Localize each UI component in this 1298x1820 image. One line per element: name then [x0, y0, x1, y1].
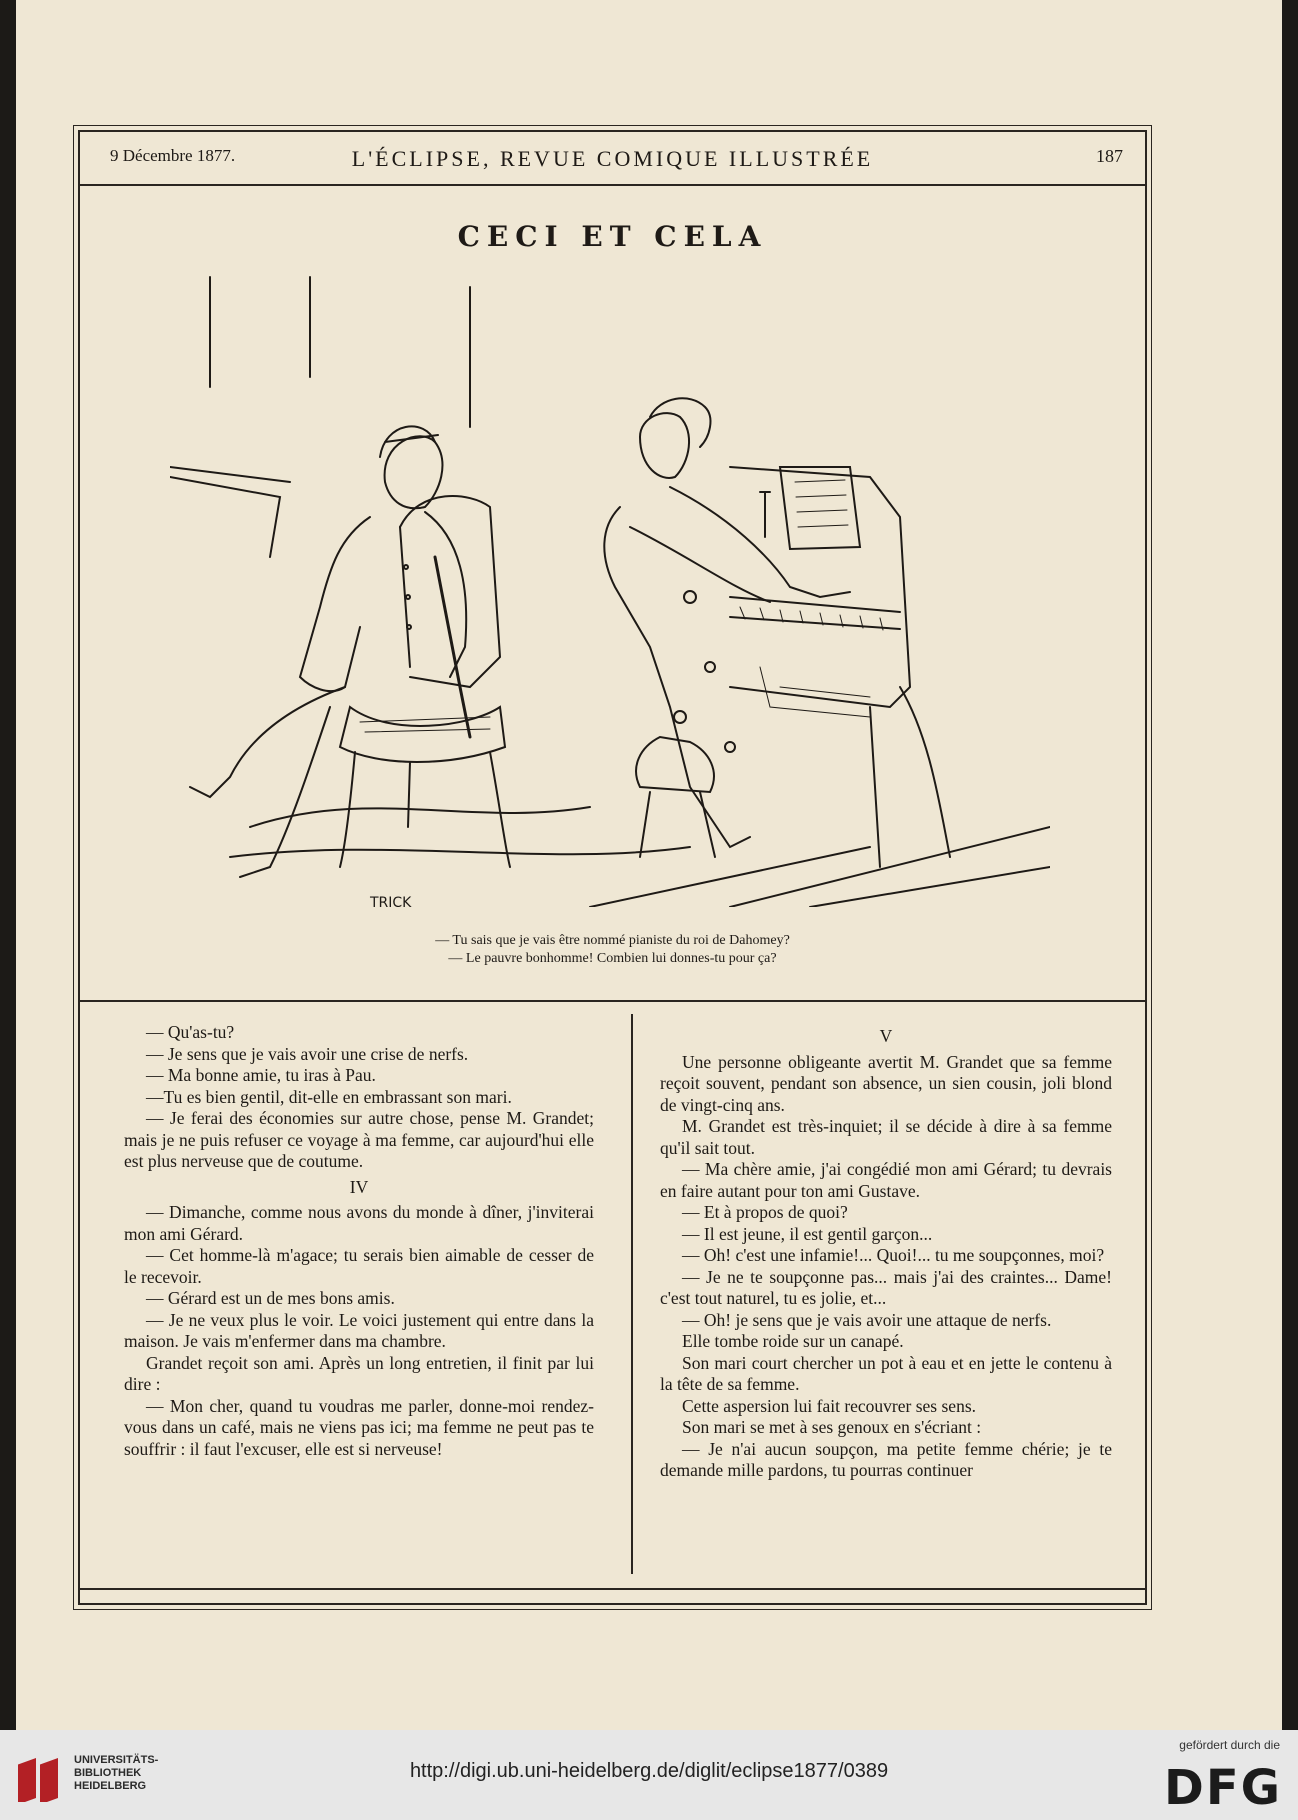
paragraph: Son mari se met à ses genoux en s'écriant : — [682, 1417, 982, 1437]
artist-signature: TRICK — [370, 895, 412, 907]
paragraph: — Mon cher, quand tu voudras me parler, donne-moi rendez-vous dans un café, mais ne viens pas ici; ma femme ne peut pas te souffrir : il faut l'excuser, elle est si nerveuse! — [124, 1395, 594, 1459]
paragraph: — Qu'as-tu? — [146, 1022, 235, 1042]
right-column — [660, 1022, 1112, 1482]
paragraph: Cette aspersion lui fait recouvrer ses sens. — [682, 1395, 977, 1416]
page-number: 187 — [1096, 146, 1123, 166]
masthead: L'ÉCLIPSE, REVUE COMIQUE ILLUSTRÉE — [351, 146, 874, 171]
article-title: CECI ET CELA — [457, 220, 768, 253]
paragraph: — Ma chère amie, j'ai congédié mon ami Gérard; tu devrais en faire autant pour ton ami Gustave. — [660, 1159, 1112, 1201]
paragraph: — Je ne veux plus le voir. Le voici justement qui entre dans la maison. Je vais m'enfermer dans ma chambre. — [124, 1309, 594, 1351]
armchair — [340, 496, 510, 867]
paragraph: — Je n'ai aucun soupçon, ma petite femme chérie; je te demande mille pardons, tu pourras continuer — [660, 1438, 1112, 1480]
page-header — [80, 132, 1145, 186]
paragraph: — Je ferai des économies sur autre chose, pense M. Grandet; mais je ne puis refuser ce voyage à ma femme, car aujourd'hui elle est plus nerveuse que de coutume. — [124, 1108, 594, 1171]
paragraph: — Et à propos de quoi? — [682, 1202, 848, 1222]
caption-line-2: — Le pauvre bonhomme! Combien lui donnes-tu pour ça? — [448, 951, 777, 966]
issue-date: 9 Décembre 1877. — [110, 146, 236, 165]
paragraph: — Oh! c'est une infamie!... Quoi!... tu me soupçonnes, moi? — [682, 1245, 1105, 1265]
page-frame — [78, 130, 1147, 1605]
paragraph: Son mari court chercher un pot à eau et en jette le contenu à la tête de sa femme. — [660, 1352, 1112, 1394]
paragraph: —Tu es bien gentil, dit-elle en embrassant son mari. — [146, 1086, 512, 1107]
column-divider — [631, 1014, 633, 1574]
paragraph: — Oh! je sens que je vais avoir une attaque de nerfs. — [682, 1309, 1052, 1330]
paragraph: — Je ne te soupçonne pas... mais j'ai des craintes... Dame! c'est tout naturel, tu es jolie, et... — [660, 1266, 1112, 1308]
cartoon-illustration — [170, 267, 1050, 907]
paragraph: — Ma bonne amie, tu iras à Pau. — [146, 1065, 376, 1085]
section-heading: V — [879, 1026, 893, 1046]
paragraph: — Gérard est un de mes bons amis. — [146, 1288, 395, 1308]
section-divider — [80, 1000, 1145, 1002]
paragraph: Grandet reçoit son ami. Après un long entretien, il finit par lui dire : — [124, 1352, 594, 1394]
library-name: UNIVERSITÄTS- BIBLIOTHEK HEIDELBERG — [74, 1754, 159, 1792]
paragraph: Elle tombe roide sur un canapé. — [682, 1331, 904, 1351]
piano-stool — [636, 737, 714, 792]
bottom-rule — [80, 1588, 1145, 1590]
caption-line-1: — Tu sais que je vais être nommé pianiste du roi de Dahomey? — [435, 933, 790, 948]
paragraph: — Dimanche, comme nous avons du monde à dîner, j'inviterai mon ami Gérard. — [124, 1202, 594, 1244]
paragraph: — Cet homme-là m'agace; tu serais bien aimable de cesser de le recevoir. — [124, 1245, 594, 1287]
candle — [760, 492, 770, 537]
illustration-caption — [80, 932, 1145, 968]
dfg-logo: DFG — [1163, 1760, 1282, 1816]
digital-copy-url[interactable]: http://digi.ub.uni-heidelberg.de/diglit/eclipse1877/0389 — [409, 1760, 889, 1782]
section-heading: IV — [349, 1176, 369, 1197]
piano — [730, 467, 950, 867]
viewer-footer — [0, 1730, 1298, 1820]
paragraph: M. Grandet est très-inquiet; il se décide à dire à sa femme qu'il sait tout. — [660, 1116, 1112, 1158]
left-column — [124, 1022, 594, 1460]
paragraph: Une personne obligeante avertit M. Grandet que sa femme reçoit souvent, pendant son absence, un sien cousin, joli blond de vingt-cinq ans. — [660, 1051, 1112, 1115]
funding-note: gefördert durch die — [1179, 1738, 1280, 1752]
paragraph: — Je sens que je vais avoir une crise de nerfs. — [146, 1043, 469, 1064]
sheet-music — [780, 467, 860, 549]
paragraph: — Il est jeune, il est gentil garçon... — [682, 1223, 933, 1244]
newspaper-page — [16, 0, 1282, 1730]
